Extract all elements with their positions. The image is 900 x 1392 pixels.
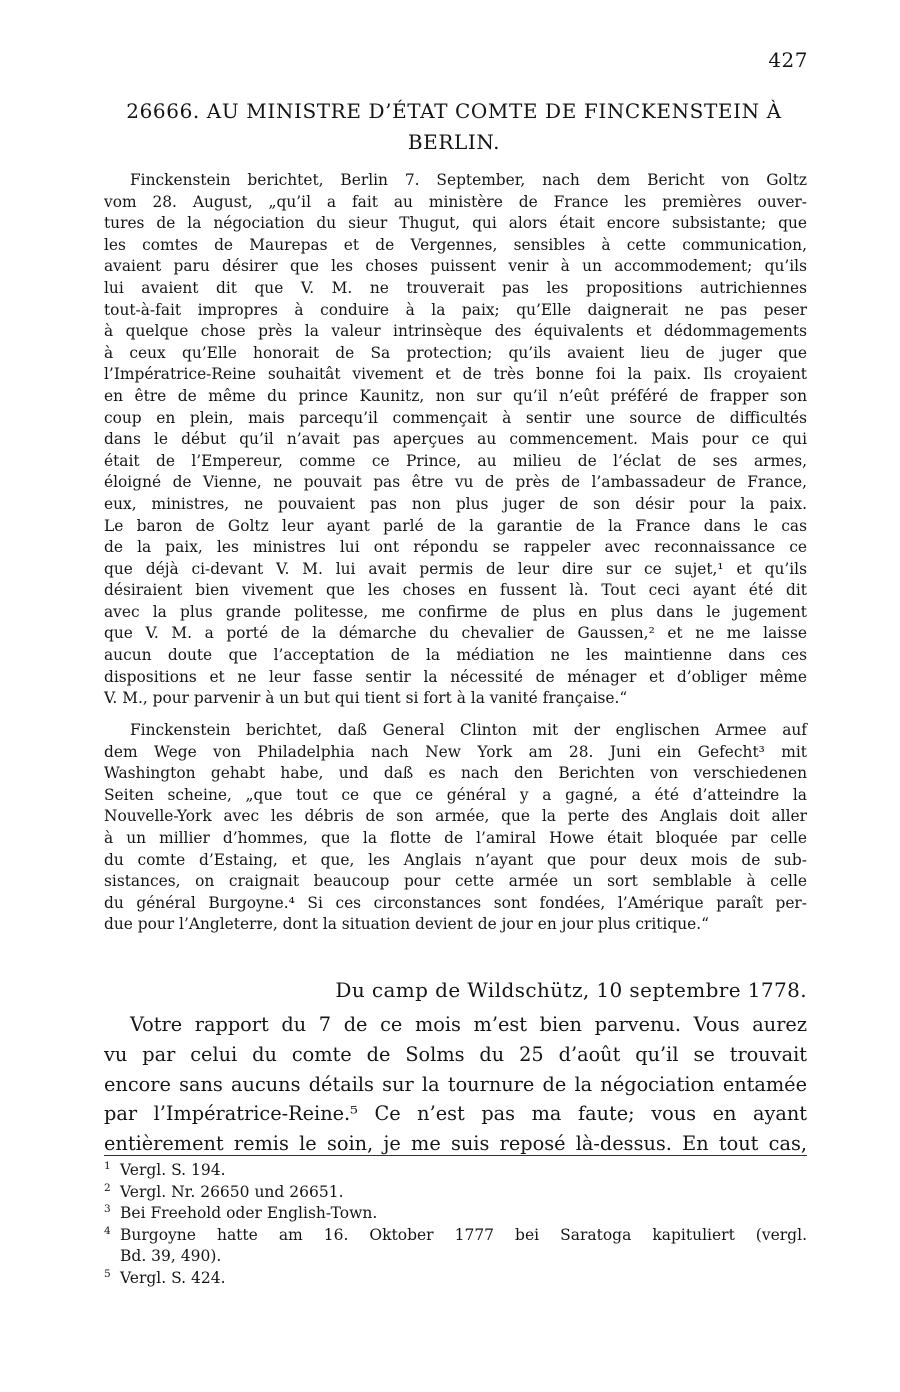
footnotes <box>104 1160 807 1289</box>
summary-line: que V. M. a porté de la démarche du chevalier de Gaussen,² et ne me laisse <box>104 624 807 643</box>
summary-line: éloigné de Vienne, ne pouvait pas être vu de près de l’ambassadeur de France, <box>104 473 807 492</box>
summary-line: à quelque chose près la valeur intrinsèque des équivalents et dédommagements <box>104 322 807 341</box>
page-number: 427 <box>768 48 808 72</box>
footnote-mark: 4 <box>104 1224 111 1237</box>
footnote-mark: 1 <box>104 1160 111 1172</box>
summary-line: que déjà ci-devant V. M. lui avait permis de leur dire sur ce sujet,¹ et qu’ils <box>104 559 807 578</box>
summary-line: avaient paru désirer que les choses puissent venir à un accommodement; qu’ils <box>104 257 807 276</box>
footnote <box>104 1246 807 1268</box>
document-heading: 26666. AU MINISTRE D’ÉTAT COMTE DE FINCKENSTEIN À BERLIN. <box>126 99 782 154</box>
summary-line: en être de même du prince Kaunitz, non sur qu’il n’eût préféré de frapper son <box>104 386 807 405</box>
footnote-mark: 5 <box>104 1267 111 1280</box>
footnote-mark: 2 <box>104 1181 111 1194</box>
summary-line: du comte d’Estaing, et que, les Anglais n’ayant que pour deux mois de sub- <box>104 850 807 869</box>
summary-line: Finckenstein berichtet, daß General Clinton mit der englischen Armee auf <box>130 721 807 739</box>
footnote <box>104 1160 807 1182</box>
footnote <box>104 1182 807 1204</box>
footnote-rule <box>104 1155 807 1156</box>
summary-line: sistances, on craignait beaucoup pour cette armée un sort semblable à celle <box>104 872 807 891</box>
footnote <box>104 1225 807 1247</box>
letter-line: vu par celui du comte de Solms du 25 d’août qu’il se trouvait <box>104 1042 807 1066</box>
footnote-text: Burgoyne hatte am 16. Oktober 1777 bei Saratoga kapituliert (vergl. <box>120 1225 807 1244</box>
footnote-text: Vergl. S. 194. <box>120 1161 226 1179</box>
letter-line: encore sans aucuns détails sur la tournure de la négociation entamée <box>104 1072 807 1096</box>
summary-line: dispositions et ne leur fasse sentir la nécessité de ménager et d’obliger même <box>104 667 807 686</box>
summary-line: les comtes de Maurepas et de Vergennes, sensibles à cette communication, <box>104 235 807 254</box>
summary-line: V. M., pour parvenir à un but qui tient si fort à la vanité française.“ <box>104 689 628 708</box>
summary-line: aucun doute que l’acceptation de la médiation ne les maintienne dans ces <box>104 646 807 665</box>
summary-paragraph-2 <box>104 720 807 936</box>
footnote-text: Bei Freehold oder English-Town. <box>120 1204 378 1222</box>
summary-line: coup en plein, mais parcequ’il commençait à sentir une source de difficultés <box>104 408 807 427</box>
summary-line: tout-à-fait impropres à conduire à la paix; qu’Elle daignerait ne pas peser <box>104 300 807 319</box>
letter-line: Votre rapport du 7 de ce mois m’est bien parvenu. Vous aurez <box>130 1013 807 1036</box>
summary-line: du général Burgoyne.⁴ Si ces circonstances sont fondées, l’Amérique paraît per- <box>104 893 807 912</box>
summary-line: était de l’Empereur, comme ce Prince, au milieu de l’éclat de ses armes, <box>104 451 807 470</box>
footnote-text: Vergl. S. 424. <box>120 1268 226 1287</box>
summary-line: à ceux qu’Elle honorait de Sa protection; qu’ils avaient lieu de juger que <box>104 343 807 362</box>
summary-line: à un millier d’hommes, que la flotte de l’amiral Howe était bloquée par celle <box>104 828 807 847</box>
dateline-text: Du camp de Wildschütz, 10 septembre 1778. <box>335 978 807 1002</box>
letter-line: par l’Impératrice-Reine.⁵ Ce n’est pas ma faute; vous en ayant <box>104 1102 807 1126</box>
summary-line: avec la plus grande politesse, me confirme de plus en plus dans le jugement <box>104 602 807 621</box>
letter-body <box>104 1010 807 1159</box>
dateline <box>104 978 807 1002</box>
summary-line: lui avaient dit que V. M. ne trouverait pas les propositions autrichiennes <box>104 278 807 297</box>
summary-line: Le baron de Goltz leur ayant parlé de la garantie de la France dans le cas <box>104 516 807 535</box>
summary-line: désiraient bien vivement que les choses en fussent là. Tout ceci ayant été dit <box>104 581 807 600</box>
footnote-text: Bd. 39, 490). <box>120 1247 222 1265</box>
footnote <box>104 1268 807 1290</box>
summary-line: Seiten scheine, „que tout ce que ce général y a gagné, a été d’atteindre la <box>104 785 807 804</box>
summary-line: tures de la négociation du sieur Thugut, qui alors était encore subsistante; que <box>104 214 807 233</box>
summary-line: eux, ministres, ne pouvaient pas non plus juger de son désir pour la paix. <box>104 494 807 513</box>
footnote-mark: 3 <box>104 1203 111 1215</box>
summary-paragraph-1 <box>104 170 807 710</box>
summary-line: de la paix, les ministres lui ont répondu se rappeler avec reconnaissance ce <box>104 538 807 557</box>
summary-line: l’Impératrice-Reine souhaitât vivement et de très bonne foi la paix. Ils croyaient <box>104 365 807 384</box>
summary-line: due pour l’Angleterre, dont la situation devient de jour en jour plus critique.“ <box>104 915 709 934</box>
footnote <box>104 1203 807 1225</box>
summary-line: vom 28. August, „qu’il a fait au ministère de France les premières ouver- <box>104 192 807 211</box>
footnote-text: Vergl. Nr. 26650 und 26651. <box>120 1182 344 1201</box>
summary-line: dem Wege von Philadelphia nach New York am 28. Juni ein Gefecht³ mit <box>104 742 807 761</box>
summary-line: dans le début qu’il n’avait pas aperçues au commencement. Mais pour ce qui <box>104 430 807 449</box>
summary-line: Washington gehabt habe, und daß es nach den Berichten von verschiedenen <box>104 764 807 783</box>
summary-line: Finckenstein berichtet, Berlin 7. September, nach dem Bericht von Goltz <box>130 171 807 189</box>
summary-line: Nouvelle-York avec les débris de son armée, que la perte des Anglais doit aller <box>104 807 807 826</box>
letter-line: entièrement remis le soin, je me suis reposé là-dessus. En tout cas, <box>104 1132 807 1156</box>
